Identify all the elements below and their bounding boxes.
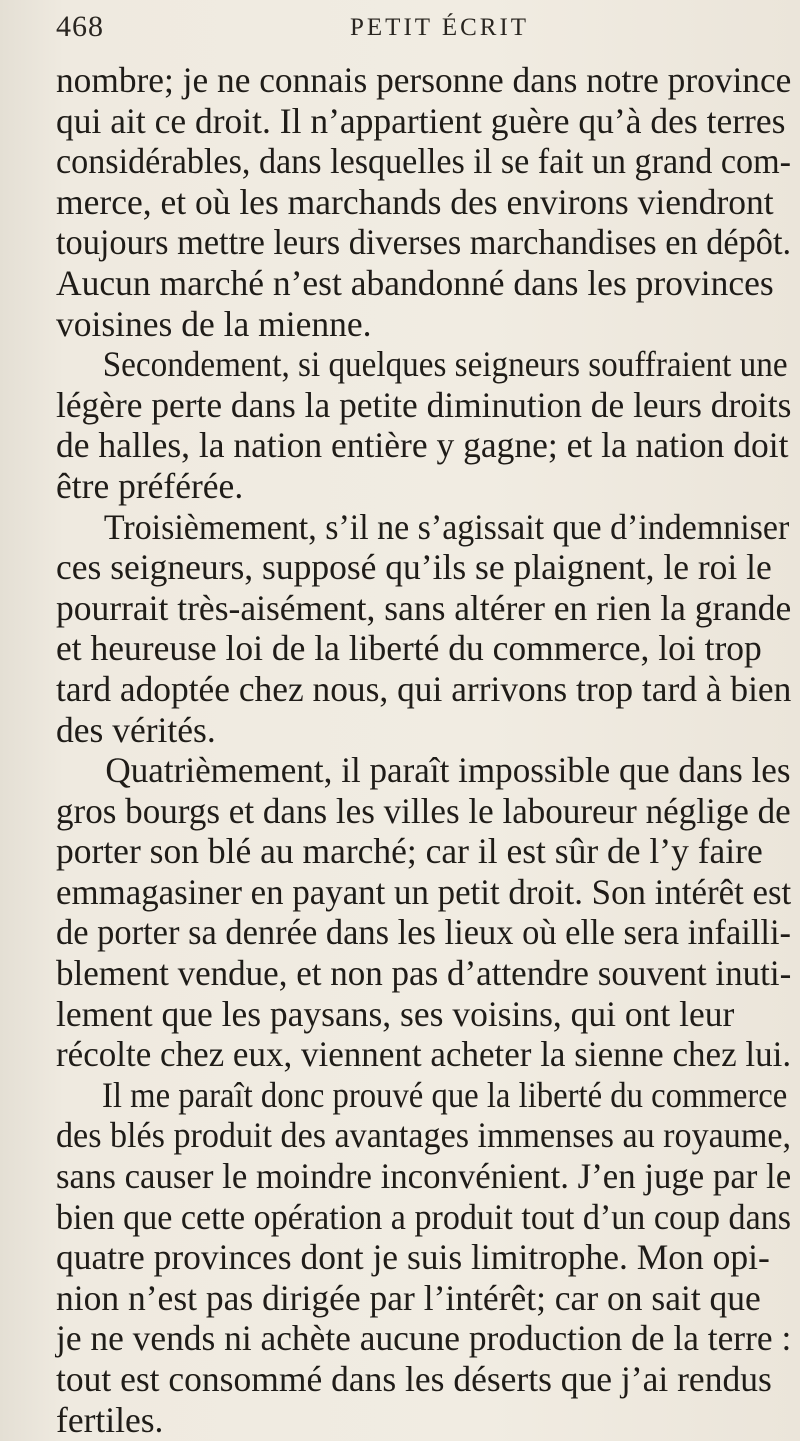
text-line: lement que les paysans, ses voisins, qui ont leur (56, 993, 735, 1034)
text-line: blement vendue, et non pas d’attendre souvent inuti- (56, 953, 792, 994)
text-line: toujours mettre leurs diverses marchandises en dépôt. (56, 222, 792, 263)
text-line: sans causer le moindre inconvénient. J’en juge par le (56, 1156, 792, 1197)
text-line: qui ait ce droit. Il n’appartient guère qu’à des terres (56, 100, 786, 141)
text-line: je ne vends ni achète aucune production de la terre : (56, 1318, 792, 1359)
text-line: de halles, la nation entière y gagne; et la nation doit (56, 425, 789, 466)
text-line: gros bourgs et dans les villes le laboureur néglige de (56, 790, 791, 831)
text-line: tout est consommé dans les déserts que j’ai rendus (56, 1359, 772, 1399)
text-line: et heureuse loi de la liberté du commerce, loi trop (56, 628, 762, 669)
text-line: tard adoptée chez nous, qui arrivons trop tard à bien (56, 668, 792, 709)
page-number: 468 (56, 10, 104, 43)
text-line: quatre provinces dont je suis limitrophe. Mon opi- (56, 1237, 770, 1278)
text-line: fertiles. (56, 1399, 164, 1440)
text-line: être préférée. (56, 465, 244, 506)
text-line: récolte chez eux, viennent acheter la sienne chez lui. (56, 1034, 792, 1075)
text-line: pourrait très-aisément, sans altérer en rien la grande (56, 587, 792, 628)
text-line: ces seigneurs, supposé qu’ils se plaignent, le roi le (56, 547, 772, 588)
text-line: des vérités. (56, 709, 216, 750)
text-line: des blés produit des avantages immenses au royaume, (56, 1115, 792, 1156)
text-line: de porter sa denrée dans les lieux où elle sera infailli- (56, 912, 792, 953)
text-line: porter son blé au marché; car il est sûr de l’y faire (56, 831, 763, 872)
text-line: nion n’est pas dirigée par l’intérêt; car on sait que (56, 1277, 761, 1318)
text-line: Troisièmement, s’il ne s’agissait que d’indemniser (103, 506, 790, 547)
text-line: considérables, dans lesquelles il se fait un grand com- (56, 141, 792, 182)
text-line: bien que cette opération a produit tout d’un coup dans (56, 1196, 791, 1237)
text-line: Quatrièmement, il paraît impossible que dans les (105, 750, 791, 791)
text-line: nombre; je ne connais personne dans notre province (56, 60, 792, 100)
text-line: Il me paraît donc prouvé que la liberté du commerce (102, 1074, 788, 1115)
running-head (56, 10, 770, 46)
text-line: emmagasiner en payant un petit droit. Son intérêt est (56, 871, 792, 912)
text-line: merce, et où les marchands des environs viendront (56, 181, 774, 222)
running-title: PETIT ÉCRIT (350, 14, 530, 41)
text-line: voisines de la mienne. (56, 303, 372, 344)
body-text (56, 60, 796, 1440)
text-line: légère perte dans la petite diminution de leurs droits (56, 384, 792, 425)
text-line: Secondement, si quelques seigneurs souffraient une (102, 344, 788, 385)
text-line: Aucun marché n’est abandonné dans les provinces (56, 262, 774, 303)
